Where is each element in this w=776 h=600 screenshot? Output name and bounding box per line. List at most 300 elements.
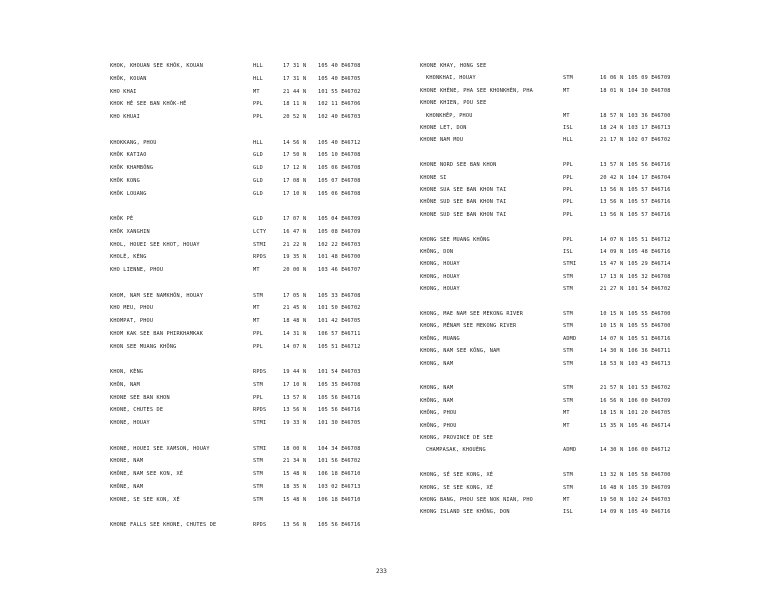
reference-number: 46714 <box>654 261 671 268</box>
place-name: KHONE NORD SEE BAN KHON <box>420 162 497 169</box>
longitude: 101 55 E <box>318 88 345 95</box>
designation-code: MT <box>253 305 260 312</box>
reference-number: 46716 <box>654 509 671 516</box>
designation-code: PPL <box>253 343 263 350</box>
place-name: KHO LIENNE, PHOU <box>110 267 164 273</box>
place-name: KHONE, NAM <box>110 458 144 465</box>
designation-code: RPDS <box>253 254 267 261</box>
longitude: 105 56 E <box>318 407 345 414</box>
reference-number: 46708 <box>344 190 361 197</box>
latitude: 16 06 N <box>600 75 624 82</box>
longitude: 106 57 E <box>318 330 345 337</box>
latitude: 21 57 N <box>600 385 624 392</box>
longitude: 101 50 E <box>318 305 345 312</box>
reference-number: 46712 <box>344 139 361 146</box>
latitude: 15 48 N <box>283 496 307 503</box>
latitude: 21 34 N <box>283 458 307 465</box>
designation-code: STM <box>253 292 263 299</box>
latitude: 19 35 N <box>283 254 307 261</box>
place-name: KHÔK KHAMBÔNG <box>110 165 154 171</box>
place-name: KHÔNG, PHOU <box>420 410 457 417</box>
reference-number: 46700 <box>654 112 671 119</box>
latitude: 19 33 N <box>283 420 307 426</box>
longitude: 102 24 E <box>628 497 655 503</box>
place-name: KHONG, SÉ SEE KONG, XÉ <box>420 472 494 479</box>
longitude: 101 56 E <box>318 458 345 465</box>
latitude: 16 48 N <box>600 484 624 491</box>
longitude: 102 11 E <box>318 101 345 108</box>
reference-number: 46703 <box>654 497 671 503</box>
longitude: 105 39 E <box>628 484 655 491</box>
longitude: 101 30 E <box>318 420 345 426</box>
designation-code: MT <box>563 112 570 119</box>
latitude: 17 05 N <box>283 292 307 299</box>
reference-number: 46716 <box>654 249 671 255</box>
reference-number: 46700 <box>654 311 671 317</box>
longitude: 104 34 E <box>318 445 345 452</box>
designation-code: GLD <box>253 177 263 184</box>
place-name: KHOL, HOUEI SEE KHOT, HOUAY <box>110 241 200 248</box>
reference-number: 46702 <box>344 88 361 95</box>
longitude: 105 55 E <box>628 323 655 330</box>
reference-number: 46709 <box>344 228 361 235</box>
designation-code: HLL <box>253 75 263 82</box>
place-name: KHÔNG, DON <box>420 249 454 255</box>
longitude: 105 56 E <box>628 162 655 169</box>
designation-code: STMI <box>253 445 267 452</box>
designation-code: STM <box>563 273 573 280</box>
latitude: 13 32 N <box>600 472 624 479</box>
designation-code: ADMD <box>563 335 577 342</box>
latitude: 18 01 N <box>600 87 624 94</box>
designation-code: PPL <box>253 114 263 120</box>
longitude: 105 57 E <box>628 199 655 206</box>
latitude: 17 10 N <box>283 190 307 197</box>
latitude: 16 56 N <box>600 397 624 404</box>
reference-number: 46716 <box>654 335 671 342</box>
place-name: KHONG, HOUAY <box>420 286 460 293</box>
reference-number: 46710 <box>344 471 361 477</box>
place-name: KHÔNE, NAM <box>110 483 144 490</box>
reference-number: 46712 <box>654 447 671 454</box>
designation-code: PPL <box>563 199 573 206</box>
longitude: 105 06 E <box>318 165 345 171</box>
designation-code: STM <box>563 397 573 404</box>
longitude: 105 08 E <box>318 228 345 235</box>
latitude: 18 35 N <box>283 483 307 490</box>
reference-number: 46708 <box>344 445 361 452</box>
latitude: 19 44 N <box>283 369 307 375</box>
longitude: 102 07 E <box>628 137 655 144</box>
place-name: KHOK HÊ SEE BAN KHÔK-HÊ <box>110 101 187 108</box>
reference-number: 46709 <box>654 75 671 82</box>
place-name: KHOMPAT, PHOU <box>110 318 154 324</box>
place-name: KHONG ISLAND SEE KHÔNG, DON <box>420 509 510 516</box>
place-name: KHONE NAM MOU <box>420 137 464 144</box>
designation-code: ISL <box>563 509 573 516</box>
latitude: 17 10 N <box>283 381 307 388</box>
latitude: 19 50 N <box>600 497 624 503</box>
reference-number: 46708 <box>344 177 361 184</box>
designation-code: MT <box>563 422 570 429</box>
place-name: KHONKHAI, HOUAY <box>426 75 476 82</box>
latitude: 21 22 N <box>283 241 307 248</box>
reference-number: 46705 <box>654 410 671 417</box>
longitude: 103 43 E <box>628 360 655 367</box>
latitude: 14 30 N <box>600 348 624 355</box>
place-name: KHONG BANG, PHOU SEE NOK NIAN, PHO <box>420 497 533 503</box>
designation-code: PPL <box>253 330 263 337</box>
place-name: KHÔNG, NAM <box>420 397 454 404</box>
longitude: 103 02 E <box>318 483 345 490</box>
designation-code: STM <box>563 323 573 330</box>
reference-number: 46713 <box>654 360 671 367</box>
reference-number: 46716 <box>654 187 671 193</box>
designation-code: STM <box>563 311 573 317</box>
place-name: KHONE KHAY, HONG SEE <box>420 63 487 69</box>
place-name: KHO KHAI <box>110 88 137 95</box>
latitude: 17 31 N <box>283 75 307 82</box>
place-name: KHO MEU, PHOU <box>110 305 154 312</box>
reference-number: 46708 <box>344 165 361 171</box>
longitude: 106 18 E <box>318 471 345 477</box>
latitude: 13 57 N <box>600 162 624 169</box>
longitude: 105 48 E <box>628 249 655 255</box>
designation-code: STM <box>563 385 573 392</box>
place-name: KHÔNE SUD SEE BAN KHON TAI <box>420 199 507 206</box>
place-name: KHOM, NAM SEE NAMKHÔN, HOUAY <box>110 292 204 299</box>
reference-number: 46712 <box>344 343 361 350</box>
reference-number: 46702 <box>654 385 671 392</box>
place-name: KHONG, MÉNAM SEE MEKONG RIVER <box>420 323 517 330</box>
place-name: KHÔK KONG <box>110 177 140 184</box>
reference-number: 46703 <box>344 114 361 120</box>
designation-code: GLD <box>253 165 263 171</box>
reference-number: 46705 <box>344 318 361 324</box>
longitude: 103 46 E <box>318 267 345 273</box>
reference-number: 46704 <box>654 174 671 181</box>
designation-code: GLD <box>253 152 263 159</box>
latitude: 20 00 N <box>283 267 307 273</box>
latitude: 14 09 N <box>600 249 624 255</box>
place-name: KHONE, SE SEE KON, XÉ <box>110 496 180 503</box>
place-name: KHONE LET, DON <box>420 125 467 131</box>
reference-number: 46703 <box>344 241 361 248</box>
designation-code: STM <box>563 348 573 355</box>
latitude: 14 09 N <box>600 509 624 516</box>
longitude: 105 04 E <box>318 216 345 222</box>
designation-code: STM <box>563 360 573 367</box>
place-name: KHONG, HOUAY <box>420 273 460 280</box>
longitude: 105 56 E <box>318 522 345 528</box>
place-name: CHAMPASAK, KHOUÈNG <box>426 447 486 454</box>
designation-code: RPDS <box>253 369 267 375</box>
latitude: 16 47 N <box>283 228 307 235</box>
latitude: 13 56 N <box>600 199 624 206</box>
latitude: 18 00 N <box>283 445 307 452</box>
reference-number: 46708 <box>344 152 361 159</box>
designation-code: STM <box>253 458 263 465</box>
longitude: 103 17 E <box>628 125 655 131</box>
designation-code: HLL <box>253 139 263 146</box>
place-name: KHOK, KHOUAN SEE KHÔK, KOUAN <box>110 63 204 69</box>
latitude: 18 24 N <box>600 125 624 131</box>
longitude: 102 22 E <box>318 241 345 248</box>
place-name: KHOLÉ, KÈNG <box>110 254 147 261</box>
longitude: 105 40 E <box>318 75 345 82</box>
reference-number: 46708 <box>344 381 361 388</box>
place-name: KHONE SI <box>420 174 447 181</box>
latitude: 18 15 N <box>600 410 624 417</box>
longitude: 105 56 E <box>318 394 345 401</box>
reference-number: 46711 <box>344 330 361 337</box>
latitude: 17 12 N <box>283 165 307 171</box>
latitude: 18 57 N <box>600 112 624 119</box>
reference-number: 46709 <box>654 484 671 491</box>
reference-number: 46702 <box>344 458 361 465</box>
place-name: KHON, KÈNG <box>110 369 144 375</box>
reference-number: 46716 <box>654 199 671 206</box>
designation-code: MT <box>253 318 260 324</box>
latitude: 17 50 N <box>283 152 307 159</box>
designation-code: STMI <box>253 420 267 426</box>
designation-code: ISL <box>563 125 573 131</box>
reference-number: 46705 <box>344 420 361 426</box>
latitude: 18 48 N <box>283 318 307 324</box>
place-name: KHÔNG, PHOU <box>420 422 457 429</box>
longitude: 106 18 E <box>318 496 345 503</box>
reference-number: 46714 <box>654 422 671 429</box>
designation-code: ISL <box>563 249 573 255</box>
reference-number: 46716 <box>344 522 361 528</box>
longitude: 105 10 E <box>318 152 345 159</box>
place-name: KHONE SUA SEE BAN KHON TAI <box>420 187 507 193</box>
latitude: 21 44 N <box>283 88 307 95</box>
designation-code: MT <box>563 410 570 417</box>
designation-code: RPDS <box>253 407 267 414</box>
reference-number: 46712 <box>654 236 671 243</box>
place-name: KHONG SEE MUANG KHÔNG <box>420 236 490 243</box>
place-name: KHONG, PROVINCE DE SEE <box>420 435 494 441</box>
longitude: 105 40 E <box>318 139 345 146</box>
designation-code: PPL <box>563 162 573 169</box>
designation-code: STMI <box>253 241 267 248</box>
place-name: KHÔNE, NAM SEE KON, XÉ <box>110 471 184 477</box>
latitude: 14 07 N <box>283 343 307 350</box>
designation-code: GLD <box>253 216 263 222</box>
reference-number: 46713 <box>654 125 671 131</box>
reference-number: 46702 <box>654 286 671 293</box>
place-name: KHONE FALLS SEE KHONE, CHUTES DE <box>110 522 217 528</box>
longitude: 106 00 E <box>628 447 655 454</box>
place-name: KHÔK XANGHIN <box>110 228 150 235</box>
latitude: 18 53 N <box>600 360 624 367</box>
reference-number: 46702 <box>344 305 361 312</box>
longitude: 105 33 E <box>318 292 345 299</box>
latitude: 13 56 N <box>600 187 624 193</box>
place-name: KHONG, SE SEE KONG, XÉ <box>420 484 494 491</box>
longitude: 105 51 E <box>318 343 345 350</box>
place-name: KHÔK KATIAO <box>110 152 147 159</box>
longitude: 105 57 E <box>628 211 655 218</box>
latitude: 14 07 N <box>600 335 624 342</box>
latitude: 20 42 N <box>600 174 624 181</box>
reference-number: 46710 <box>344 496 361 503</box>
longitude: 105 51 E <box>628 335 655 342</box>
reference-number: 46716 <box>654 162 671 169</box>
reference-number: 46703 <box>344 369 361 375</box>
reference-number: 46716 <box>344 394 361 401</box>
designation-code: STM <box>253 381 263 388</box>
longitude: 101 54 E <box>628 286 655 293</box>
latitude: 13 56 N <box>600 211 624 218</box>
latitude: 13 56 N <box>283 522 307 528</box>
reference-number: 46700 <box>344 254 361 261</box>
longitude: 103 36 E <box>628 112 655 119</box>
designation-code: LCTY <box>253 228 267 235</box>
place-name: KHONE, HOUAY <box>110 420 150 426</box>
place-name: KHONG, MAE NAM SEE MEKONG RIVER <box>420 311 524 317</box>
longitude: 101 20 E <box>628 410 655 417</box>
longitude: 105 09 E <box>628 75 655 82</box>
latitude: 21 45 N <box>283 305 307 312</box>
longitude: 105 51 E <box>628 236 655 243</box>
page-number: 233 <box>376 568 387 575</box>
latitude: 18 11 N <box>283 101 307 108</box>
longitude: 101 53 E <box>628 385 655 392</box>
designation-code: MT <box>563 87 570 94</box>
reference-number: 46700 <box>654 472 671 479</box>
reference-number: 46702 <box>654 137 671 144</box>
longitude: 105 49 E <box>628 509 655 516</box>
designation-code: PPL <box>253 101 263 108</box>
latitude: 21 27 N <box>600 286 624 293</box>
latitude: 14 30 N <box>600 447 624 454</box>
latitude: 13 56 N <box>283 407 307 414</box>
place-name: KHONE KHÈNE, PHA SEE KHONKHÈN, PHA <box>420 87 533 94</box>
latitude: 15 47 N <box>600 261 624 268</box>
place-name: KHONG, NAM <box>420 360 454 367</box>
reference-number: 46711 <box>654 348 671 355</box>
latitude: 13 57 N <box>283 394 307 401</box>
reference-number: 46709 <box>654 397 671 404</box>
designation-code: PPL <box>563 174 573 181</box>
latitude: 17 13 N <box>600 273 624 280</box>
longitude: 105 35 E <box>318 381 345 388</box>
designation-code: STM <box>563 484 573 491</box>
longitude: 105 40 E <box>318 63 345 69</box>
designation-code: STM <box>253 471 263 477</box>
latitude: 10 15 N <box>600 311 624 317</box>
designation-code: MT <box>253 88 260 95</box>
longitude: 104 30 E <box>628 87 655 94</box>
place-name: KHÔN, NAM <box>110 381 140 388</box>
designation-code: HLL <box>253 63 263 69</box>
designation-code: STM <box>253 496 263 503</box>
longitude: 105 07 E <box>318 177 345 184</box>
longitude: 105 06 E <box>318 190 345 197</box>
place-name: KHO KHUAI <box>110 114 140 120</box>
longitude: 106 00 E <box>628 397 655 404</box>
latitude: 10 15 N <box>600 323 624 330</box>
place-name: KHONE, CHUTES DE <box>110 407 164 414</box>
reference-number: 46706 <box>344 101 361 108</box>
reference-number: 46709 <box>344 216 361 222</box>
place-name: KHOM KAK SEE BAN PHIRKHAMKAK <box>110 330 204 337</box>
designation-code: ADMD <box>563 447 577 454</box>
place-name: KHÔK LOUANG <box>110 190 147 197</box>
reference-number: 46700 <box>654 323 671 330</box>
longitude: 105 29 E <box>628 261 655 268</box>
latitude: 20 52 N <box>283 114 307 120</box>
longitude: 105 32 E <box>628 273 655 280</box>
place-name: KHONG, NAM <box>420 385 454 392</box>
longitude: 105 55 E <box>628 311 655 317</box>
reference-number: 46708 <box>654 87 671 94</box>
designation-code: PPL <box>563 236 573 243</box>
latitude: 21 17 N <box>600 137 624 144</box>
reference-number: 46708 <box>344 292 361 299</box>
latitude: 17 08 N <box>283 177 307 184</box>
reference-number: 46708 <box>344 63 361 69</box>
place-name: KHONE KHIEN, POU SEE <box>420 100 487 107</box>
longitude: 104 17 E <box>628 174 655 181</box>
designation-code: MT <box>253 267 260 273</box>
longitude: 101 42 E <box>318 318 345 324</box>
place-name: KHONG, HOUAY <box>420 261 460 268</box>
designation-code: GLD <box>253 190 263 197</box>
longitude: 105 46 E <box>628 422 655 429</box>
reference-number: 46705 <box>344 75 361 82</box>
longitude: 105 58 E <box>628 472 655 479</box>
designation-code: STM <box>563 286 573 293</box>
place-name: KHÔK PÈ <box>110 216 134 222</box>
longitude: 102 40 E <box>318 114 345 120</box>
designation-code: STMI <box>563 261 577 268</box>
place-name: KHONG, NAM SEE KÔNG, NAM <box>420 348 500 355</box>
latitude: 14 31 N <box>283 330 307 337</box>
designation-code: STM <box>563 472 573 479</box>
longitude: 105 57 E <box>628 187 655 193</box>
designation-code: MT <box>563 497 570 503</box>
place-name: KHONE SEE BAN KHON <box>110 394 170 401</box>
reference-number: 46713 <box>344 483 361 490</box>
designation-code: PPL <box>563 211 573 218</box>
designation-code: STM <box>253 483 263 490</box>
designation-code: RPDS <box>253 522 267 528</box>
latitude: 17 07 N <box>283 216 307 222</box>
place-name: KHÔNG, MUANG <box>420 335 460 342</box>
place-name: KHONE, HOUEI SEE XAMSON, HOUAY <box>110 445 210 452</box>
reference-number: 46716 <box>344 407 361 414</box>
reference-number: 46707 <box>344 267 361 273</box>
latitude: 15 35 N <box>600 422 624 429</box>
place-name: KHON SEE MUANG KHÔNG <box>110 343 177 350</box>
place-name: KHONE SUD SEE BAN KHON TAI <box>420 211 507 218</box>
designation-code: PPL <box>563 187 573 193</box>
latitude: 14 07 N <box>600 236 624 243</box>
latitude: 17 31 N <box>283 63 307 69</box>
place-name: KHONKHÊP, PHOU <box>426 112 473 119</box>
designation-code: HLL <box>563 137 573 144</box>
designation-code: PPL <box>253 394 263 401</box>
designation-code: STM <box>563 75 573 82</box>
latitude: 15 48 N <box>283 471 307 477</box>
longitude: 101 54 E <box>318 369 345 375</box>
place-name: KHOKKANG, PHOU <box>110 139 157 146</box>
place-name: KHÔK, KOUAN <box>110 75 147 82</box>
longitude: 101 48 E <box>318 254 345 261</box>
